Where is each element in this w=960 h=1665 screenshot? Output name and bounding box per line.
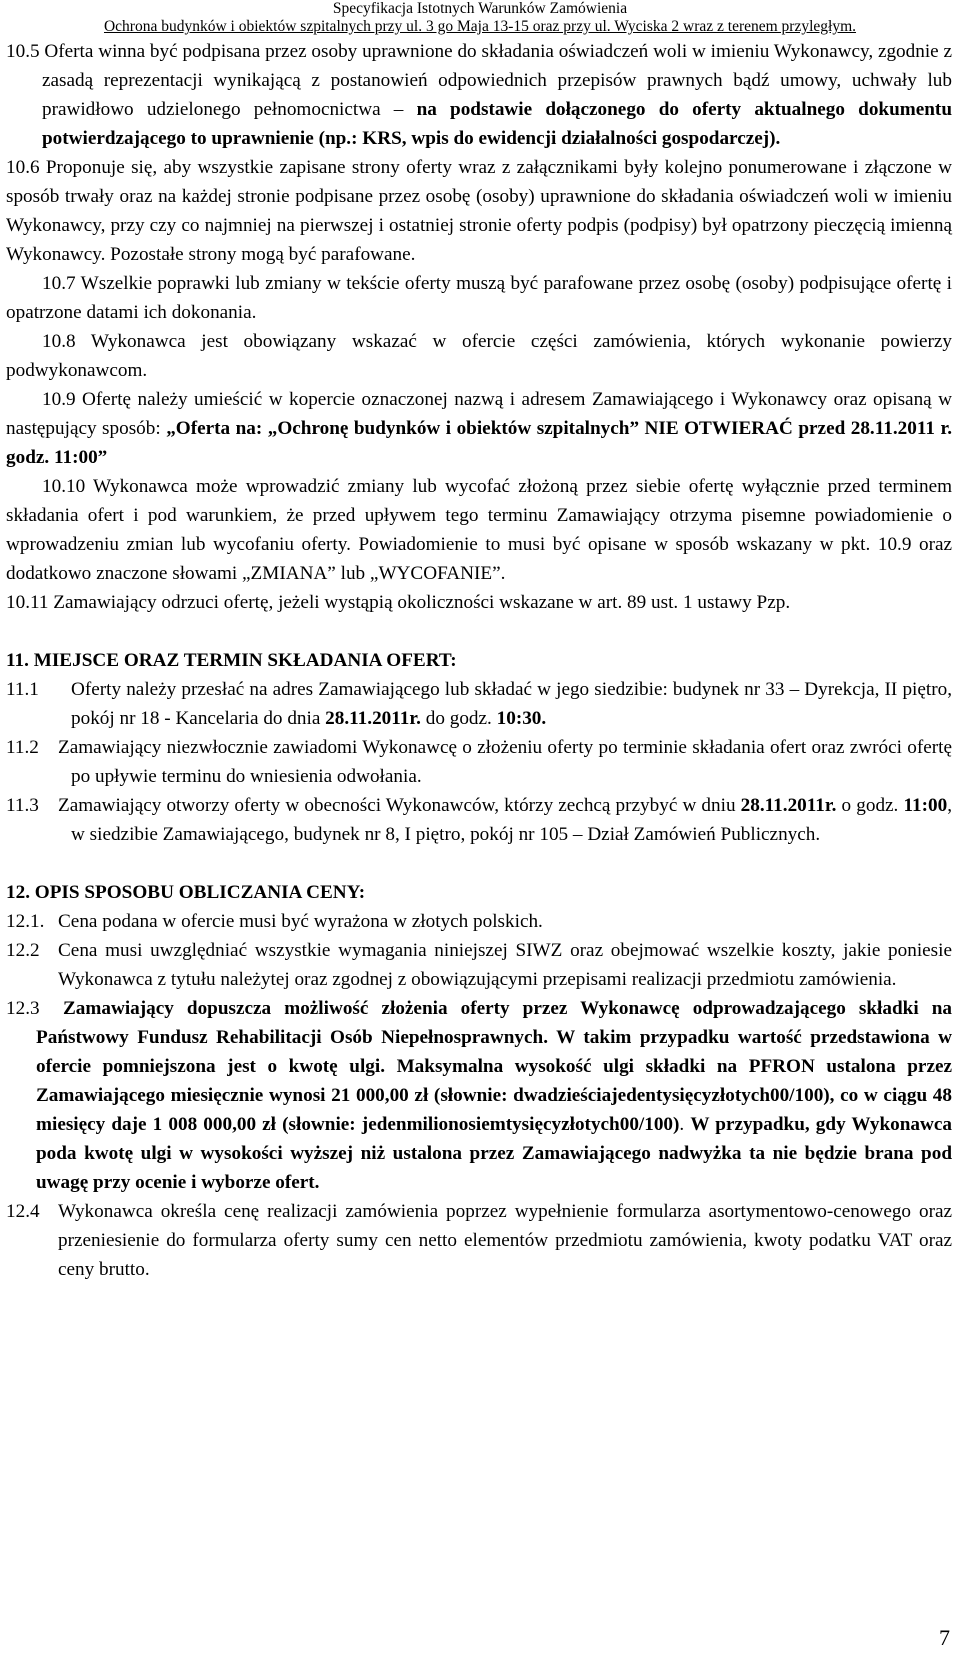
- section-bold-time: 11:00: [903, 795, 948, 816]
- section-heading-12: 12. OPIS SPOSOBU OBLICZANIA CENY:: [6, 882, 366, 903]
- section-number: 11.2: [6, 737, 39, 758]
- section-12-4: [6, 1197, 952, 1284]
- section-12-3: [6, 994, 952, 1197]
- page-header: [0, 0, 960, 36]
- section-bold-text: „Oferta na: „Ochronę budynków i obiektów szpitalnych” NIE OTWIERAĆ przed 28.11.2011 r. godz. 11:00”: [6, 418, 952, 468]
- spacer: [6, 849, 952, 878]
- header-title: Specyfikacja Istotnych Warunków Zamówienia: [332, 0, 628, 17]
- page-number: 7: [939, 1625, 950, 1650]
- section-number: 10.7: [42, 273, 76, 294]
- section-bold-text: na podstawie dołączonego do oferty aktualnego dokumentu potwierdzającego to uprawnienie (np.: KRS, wpis do ewidencji działalności gospodarczej).: [42, 99, 952, 149]
- section-11-1: [6, 675, 952, 733]
- section-10-8: [6, 327, 952, 385]
- section-text: Oferta winna być podpisana przez osoby uprawnione do składania oświadczeń woli w imieniu Wykonawcy, zgodnie z zasadą reprezentacji wynikającą z postanowień odpowiednich przepisów prawnych bądź umowy, uchwały lub prawidłowo udzielonego pełnomocnictwa –: [42, 41, 953, 120]
- section-number: 12.2: [6, 940, 40, 961]
- section-11-2: [6, 733, 952, 791]
- section-12-1: [6, 907, 952, 936]
- section-text: Cena musi uwzględniać wszystkie wymagania niniejszej SIWZ oraz obejmować wszelkie koszty, jakie poniesie Wykonawca z tytułu należytej oraz zgodnej z obowiązującymi przepisami realizacji przedmiotu zamówienia.: [58, 940, 952, 990]
- section-text-2: o godz.: [836, 795, 904, 816]
- section-text: Wykonawca określa cenę realizacji zamówienia poprzez wypełnienie formularza asortymentowo-cenowego oraz przeniesienie do formularza oferty sumy cen netto elementów przedmiotu zamówienia, kwoty podatku VAT oraz ceny brutto.: [58, 1201, 952, 1280]
- section-10-11: [6, 588, 952, 617]
- section-text: Ofertę należy umieścić w kopercie oznaczonej nazwą i adresem Zamawiającego i Wykonawcy oraz opisaną w następujący sposób:: [6, 389, 952, 439]
- section-text: Proponuje się, aby wszystkie zapisane strony oferty wraz z załącznikami były kolejno ponumerowane i złączone w sposób trwały oraz na każdej stronie podpisane przez osobę (osoby) uprawnione do składania oświadczeń woli w imieniu Wykonawcy, przy czy co najmniej na pierwszej i ostatniej stronie oferty podpis (podpisy) był opatrzony pieczęcią imienną Wykonawcy. Pozostałe strony mogą być parafowane.: [6, 157, 952, 265]
- section-number: 12.3: [6, 998, 40, 1019]
- section-text: Wszelkie poprawki lub zmiany w tekście oferty muszą być parafowane przez osobę (osoby) podpisujące ofertę i opatrzone datami ich dokonania.: [6, 273, 953, 323]
- section-text: .: [679, 1114, 691, 1135]
- section-number: 10.10: [42, 476, 86, 497]
- section-text: Wykonawca może wprowadzić zmiany lub wycofać złożoną przez siebie ofertę wyłącznie przed terminem składania ofert i pod warunkiem, że przed upływem tego terminu Zamawiający otrzyma pisemne powiadomienie o wprowadzeniu zmian lub wycofaniu oferty. Powiadomienie to musi być opisane w sposób wskazany w pkt. 10.9 oraz dodatkowo znaczone słowami „ZMIANA” lub „WYCOFANIE”.: [6, 476, 953, 584]
- section-10-6: [6, 153, 952, 269]
- section-text: Zamawiający odrzuci ofertę, jeżeli wystąpią okoliczności wskazane w art. 89 ust. 1 ustawy Pzp.: [53, 592, 791, 613]
- section-number: 10.11: [6, 592, 49, 613]
- section-text: Zamawiający niezwłocznie zawiadomi Wykonawcę o złożeniu oferty po terminie składania ofert oraz zwróci ofertę po upływie terminu do wniesienia odwołania.: [58, 737, 952, 787]
- section-number: 10.9: [42, 389, 76, 410]
- section-text: Oferty należy przesłać na adres Zamawiającego lub składać w jego siedzibie: budynek nr 33 – Dyrekcja, II piętro, pokój nr 18 - Kancelaria do dnia: [71, 679, 952, 729]
- section-text-2: do godz.: [420, 708, 497, 729]
- section-bold-text-2: W przypadku, gdy Wykonawca poda kwotę ulgi w wysokości wyższej niż ustalona przez Zamawiającego nadwyżka ta nie będzie brana pod uwagę przy ocenie i wyborze ofert.: [36, 1114, 952, 1193]
- document-body: [6, 37, 952, 1284]
- section-10-7: [6, 269, 952, 327]
- section-number: 10.5: [6, 41, 40, 62]
- section-number: 11.1: [6, 679, 39, 700]
- section-12-2: [6, 936, 952, 994]
- section-bold-time: 10:30.: [496, 708, 547, 729]
- section-number: 11.3: [6, 795, 39, 816]
- section-bold-date: 28.11.2011r.: [325, 708, 421, 729]
- section-11-3: [6, 791, 952, 849]
- section-number: 10.8: [42, 331, 76, 352]
- section-text-3: , w siedzibie Zamawiającego, budynek nr 8, I piętro, pokój nr 105 – Dział Zamówień Publicznych.: [71, 795, 952, 845]
- section-text: Wykonawca jest obowiązany wskazać w ofercie części zamówienia, których wykonanie powierzy podwykonawcom.: [6, 331, 952, 381]
- section-number: 12.4: [6, 1201, 40, 1222]
- spacer: [6, 617, 952, 646]
- section-bold-text: Zamawiający dopuszcza możliwość złożenia oferty przez Wykonawcę odprowadzającego składki na Państwowy Fundusz Rehabilitacji Osób Niepełnosprawnych. W takim przypadku wartość przedstawiona w ofercie pomniejszona jest o kwotę ulgi. Maksymalna wysokość ulgi składki na PFRON ustalona przez Zamawiającego miesięcznie wynosi 21 000,00 zł (słownie: dwadzieściajedentysięcyzłotych00/100), co w ciągu 48 miesięcy daje 1 008 000,00 zł (słownie: jedenmilionosiemtysięcyzłotych00/100): [36, 998, 952, 1135]
- section-number: 12.1.: [6, 911, 45, 932]
- section-heading-11: 11. MIEJSCE ORAZ TERMIN SKŁADANIA OFERT:: [6, 650, 457, 671]
- section-text: Cena podana w ofercie musi być wyrażona w złotych polskich.: [58, 911, 543, 932]
- section-10-9: [6, 385, 952, 472]
- section-number: 10.6: [6, 157, 40, 178]
- section-10-5: [6, 37, 952, 153]
- section-text: Zamawiający otworzy oferty w obecności Wykonawców, którzy zechcą przybyć w dniu: [58, 795, 741, 816]
- section-10-10: [6, 472, 952, 588]
- section-bold-date: 28.11.2011r.: [740, 795, 837, 816]
- header-subtitle: Ochrona budynków i obiektów szpitalnych przy ul. 3 go Maja 13-15 oraz przy ul. Wyciska 2 wraz z terenem przyległym.: [103, 18, 857, 35]
